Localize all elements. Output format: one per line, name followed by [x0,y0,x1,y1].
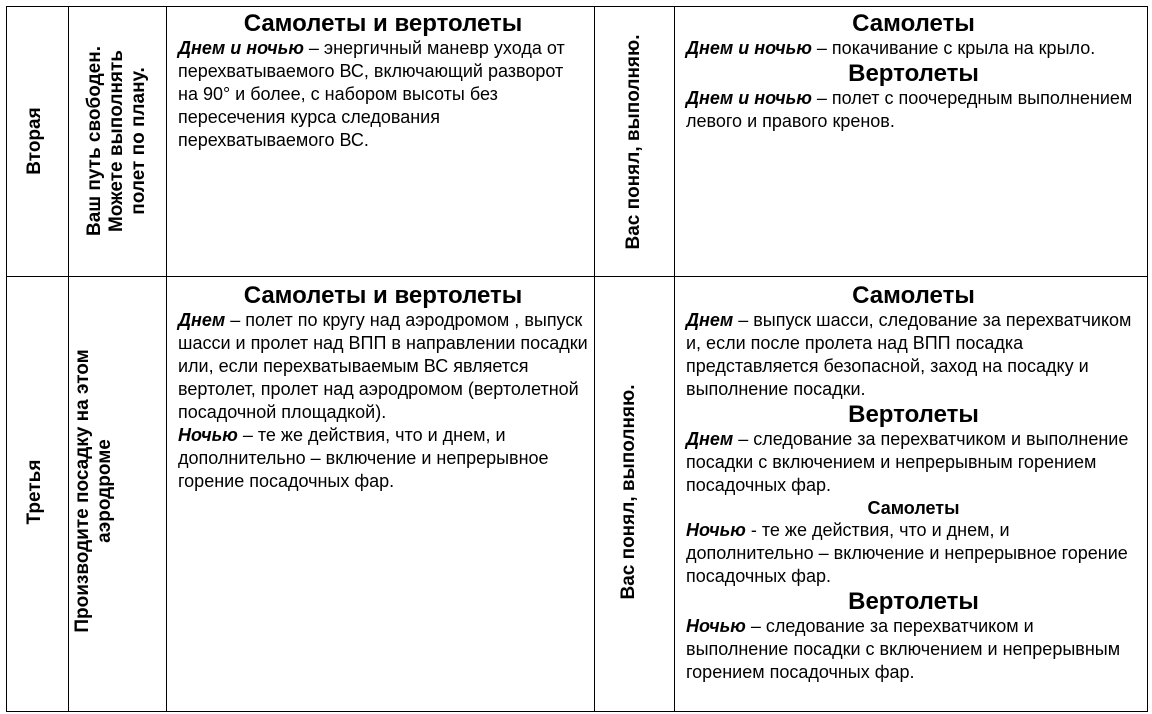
row-divider [6,276,1148,277]
meaning-line: Ваш путь свободен. [84,45,105,237]
table-bottom-border [6,711,1148,712]
response-cell: Вас понял, выполняю. [623,34,644,250]
section-heading: Самолеты [867,498,960,518]
interceptor-action-cell [178,282,588,493]
interceptor-action-cell [178,10,588,152]
signal-number-cell: Третья [24,459,45,525]
signal-number-cell: Вторая [24,107,45,175]
section-heading: Вертолеты [848,60,979,87]
column-divider [594,6,595,712]
meaning-line: Можете выполнять [106,50,127,233]
section-heading: Вертолеты [848,401,979,428]
action-text: Днем – полет по кругу над аэродромом , выпуск шасси и пролет над ВПП в направлении посадки или, если перехватываемым ВС является вертолет, пролет над аэродромом (вертолетной посадочной площадкой). [178,310,588,422]
action-text: Днем и ночью – покачивание с крыла на крыло. [686,38,1096,58]
column-divider [166,6,167,712]
section-heading: Самолеты [852,10,975,37]
section-heading: Вертолеты [848,588,979,615]
section-heading: Самолеты и вертолеты [243,10,523,37]
meaning-cell [72,326,116,656]
action-text: Днем и ночью – энергичный маневр ухода от перехватываемого ВС, включающий разворот на 90° и более, с набором высоты без пересечения курса следования перехватываемого ВС. [178,38,565,150]
table-top-border [6,6,1148,7]
response-cell: Вас понял, выполняю. [618,384,639,600]
meaning-line: полет по плану. [128,67,149,215]
action-text: Ночью – следование за перехватчиком и выполнение посадки с включением и непрерывным горением посадочных фар. [686,616,1121,682]
column-divider [68,6,69,712]
section-heading: Самолеты [852,282,975,309]
section-heading: Самолеты и вертолеты [243,282,523,309]
meaning-line: Производите посадку на этом [72,349,93,633]
meaning-line: аэродроме [94,439,115,543]
action-text: Ночью - те же действия, что и днем, и дополнительно – включение и непрерывное горение посадочных фар. [686,520,1128,586]
action-text: Днем – выпуск шасси, следование за перехватчиком и, если после пролета над ВПП посадка представляется безопасной, заход на посадку и выполнение посадки. [686,310,1132,399]
action-text: Днем и ночью – полет с поочередным выполнением левого и правого кренов. [686,88,1133,131]
column-divider [674,6,675,712]
table-left-border [6,6,7,712]
intercepted-action-cell [686,282,1141,684]
action-text: Ночью – те же действия, что и днем, и дополнительно – включение и непрерывное горение посадочных фар. [178,425,549,491]
action-text: Днем – следование за перехватчиком и выполнение посадки с включением и непрерывным горением посадочных фар. [686,429,1129,495]
meaning-cell [84,21,150,261]
intercepted-action-cell [686,10,1141,133]
table-right-border [1147,6,1148,712]
